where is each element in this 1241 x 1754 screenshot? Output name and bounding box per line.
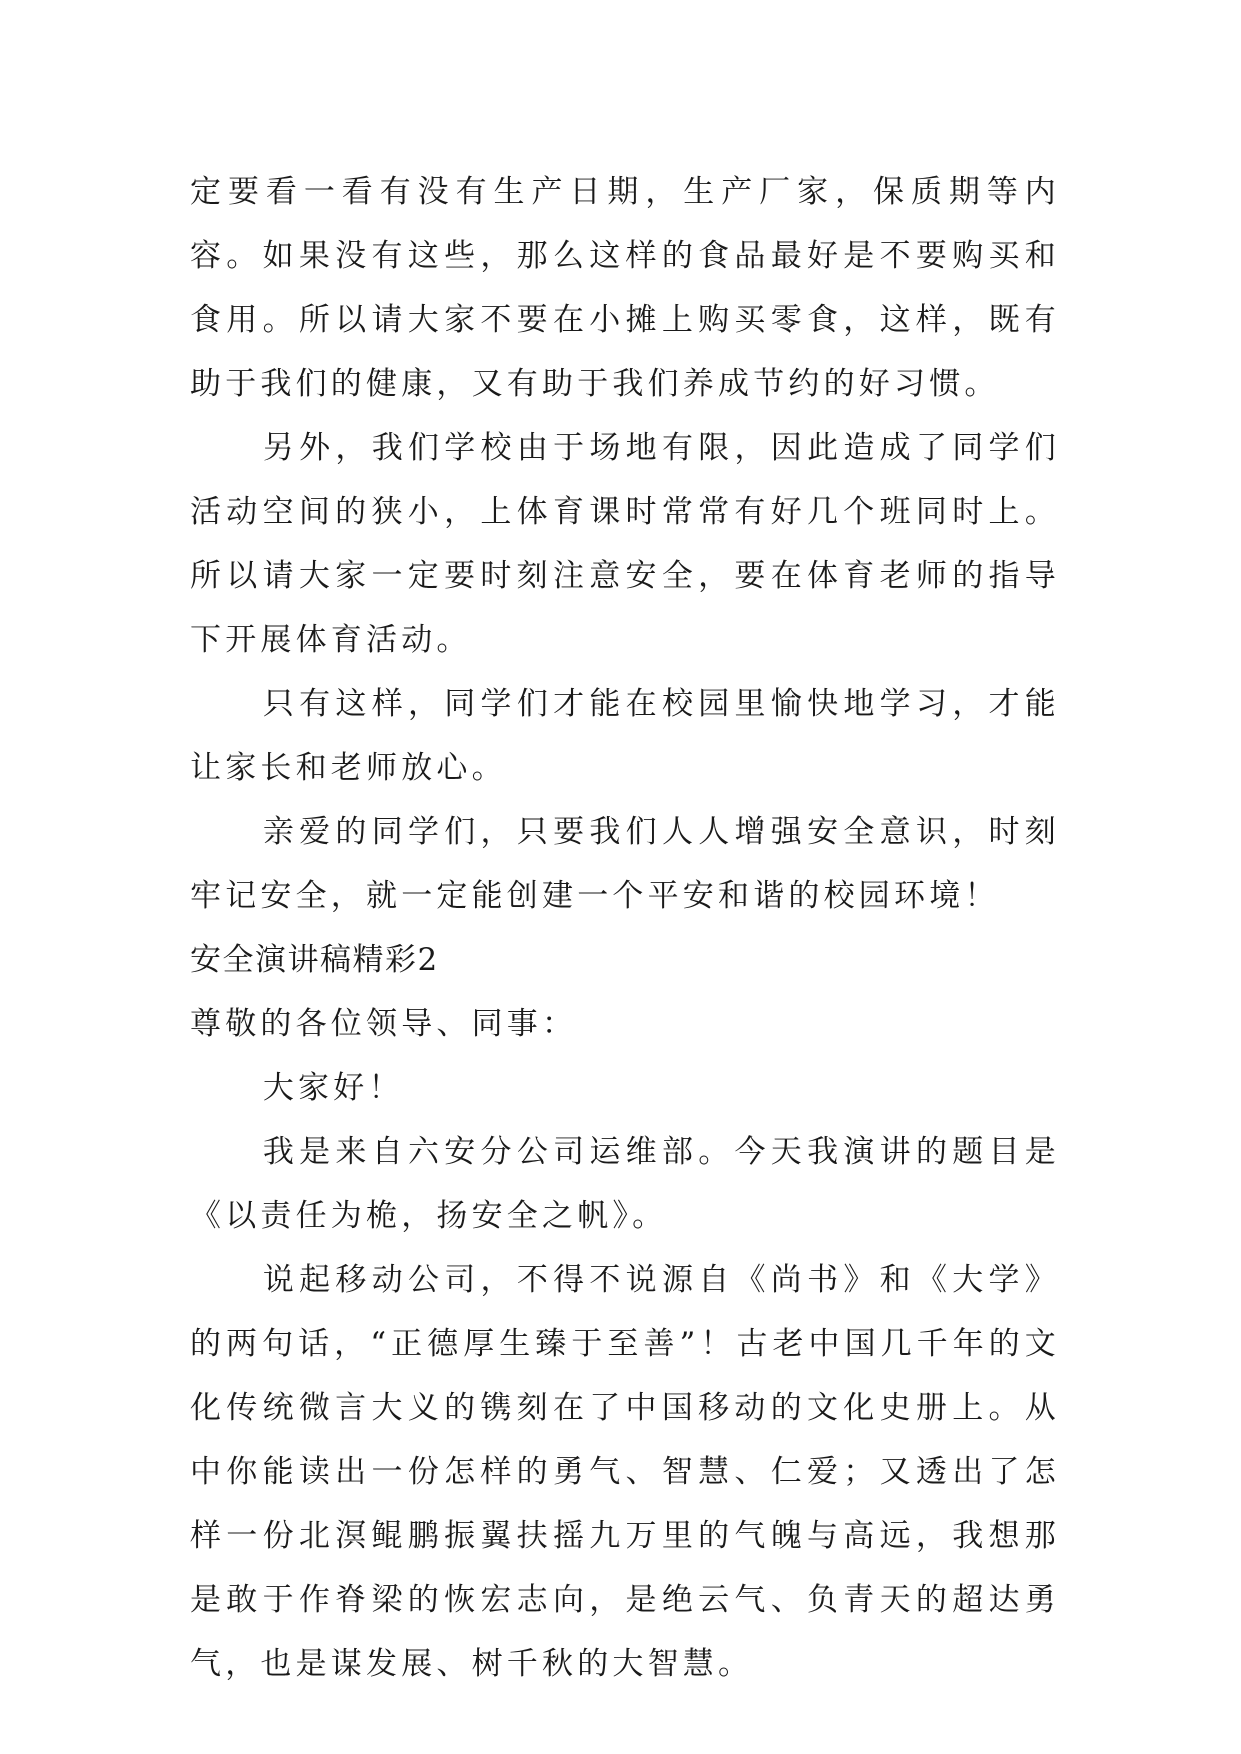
paragraph-campus-study: 只有这样，同学们才能在校园里愉快地学习，才能让家长和老师放心。 — [190, 686, 1060, 786]
paragraph-closing: 亲爱的同学们，只要我们人人增强安全意识，时刻牢记安全，就一定能创建一个平安和谐的校园环境！ — [190, 814, 1060, 914]
document-body — [190, 160, 1060, 1696]
paragraph-company-culture: 说起移动公司，不得不说源自《尚书》和《大学》的两句话，“正德厚生臻于至善”！古老中国几千年的文化传统微言大义的镌刻在了中国移动的文化史册上。从中你能读出一份怎样的勇气、智慧、仁爱；又透出了怎样一份北溟鲲鹏振翼扶摇九万里的气魄与高远，我想那是敢于作脊梁的恢宏志向，是绝云气、负青天的超达勇气，也是谋发展、树千秋的大智慧。 — [190, 1262, 1060, 1682]
paragraph-introduction: 我是来自六安分公司运维部。今天我演讲的题目是《以责任为桅，扬安全之帆》。 — [190, 1134, 1060, 1234]
greeting: 大家好！ — [262, 1070, 404, 1106]
salutation: 尊敬的各位领导、同事： — [190, 1006, 578, 1042]
paragraph-sports-safety: 另外，我们学校由于场地有限，因此造成了同学们活动空间的狭小，上体育课时常常有好几个班同时上。所以请大家一定要时刻注意安全，要在体育老师的指导下开展体育活动。 — [190, 430, 1060, 658]
paragraph-food-safety: 定要看一看有没有生产日期，生产厂家，保质期等内容。如果没有这些，那么这样的食品最好是不要购买和食用。所以请大家不要在小摊上购买零食，这样，既有助于我们的健康，又有助于我们养成节约的好习惯。 — [190, 174, 1060, 402]
section-heading: 安全演讲稿精彩2 — [190, 942, 439, 978]
